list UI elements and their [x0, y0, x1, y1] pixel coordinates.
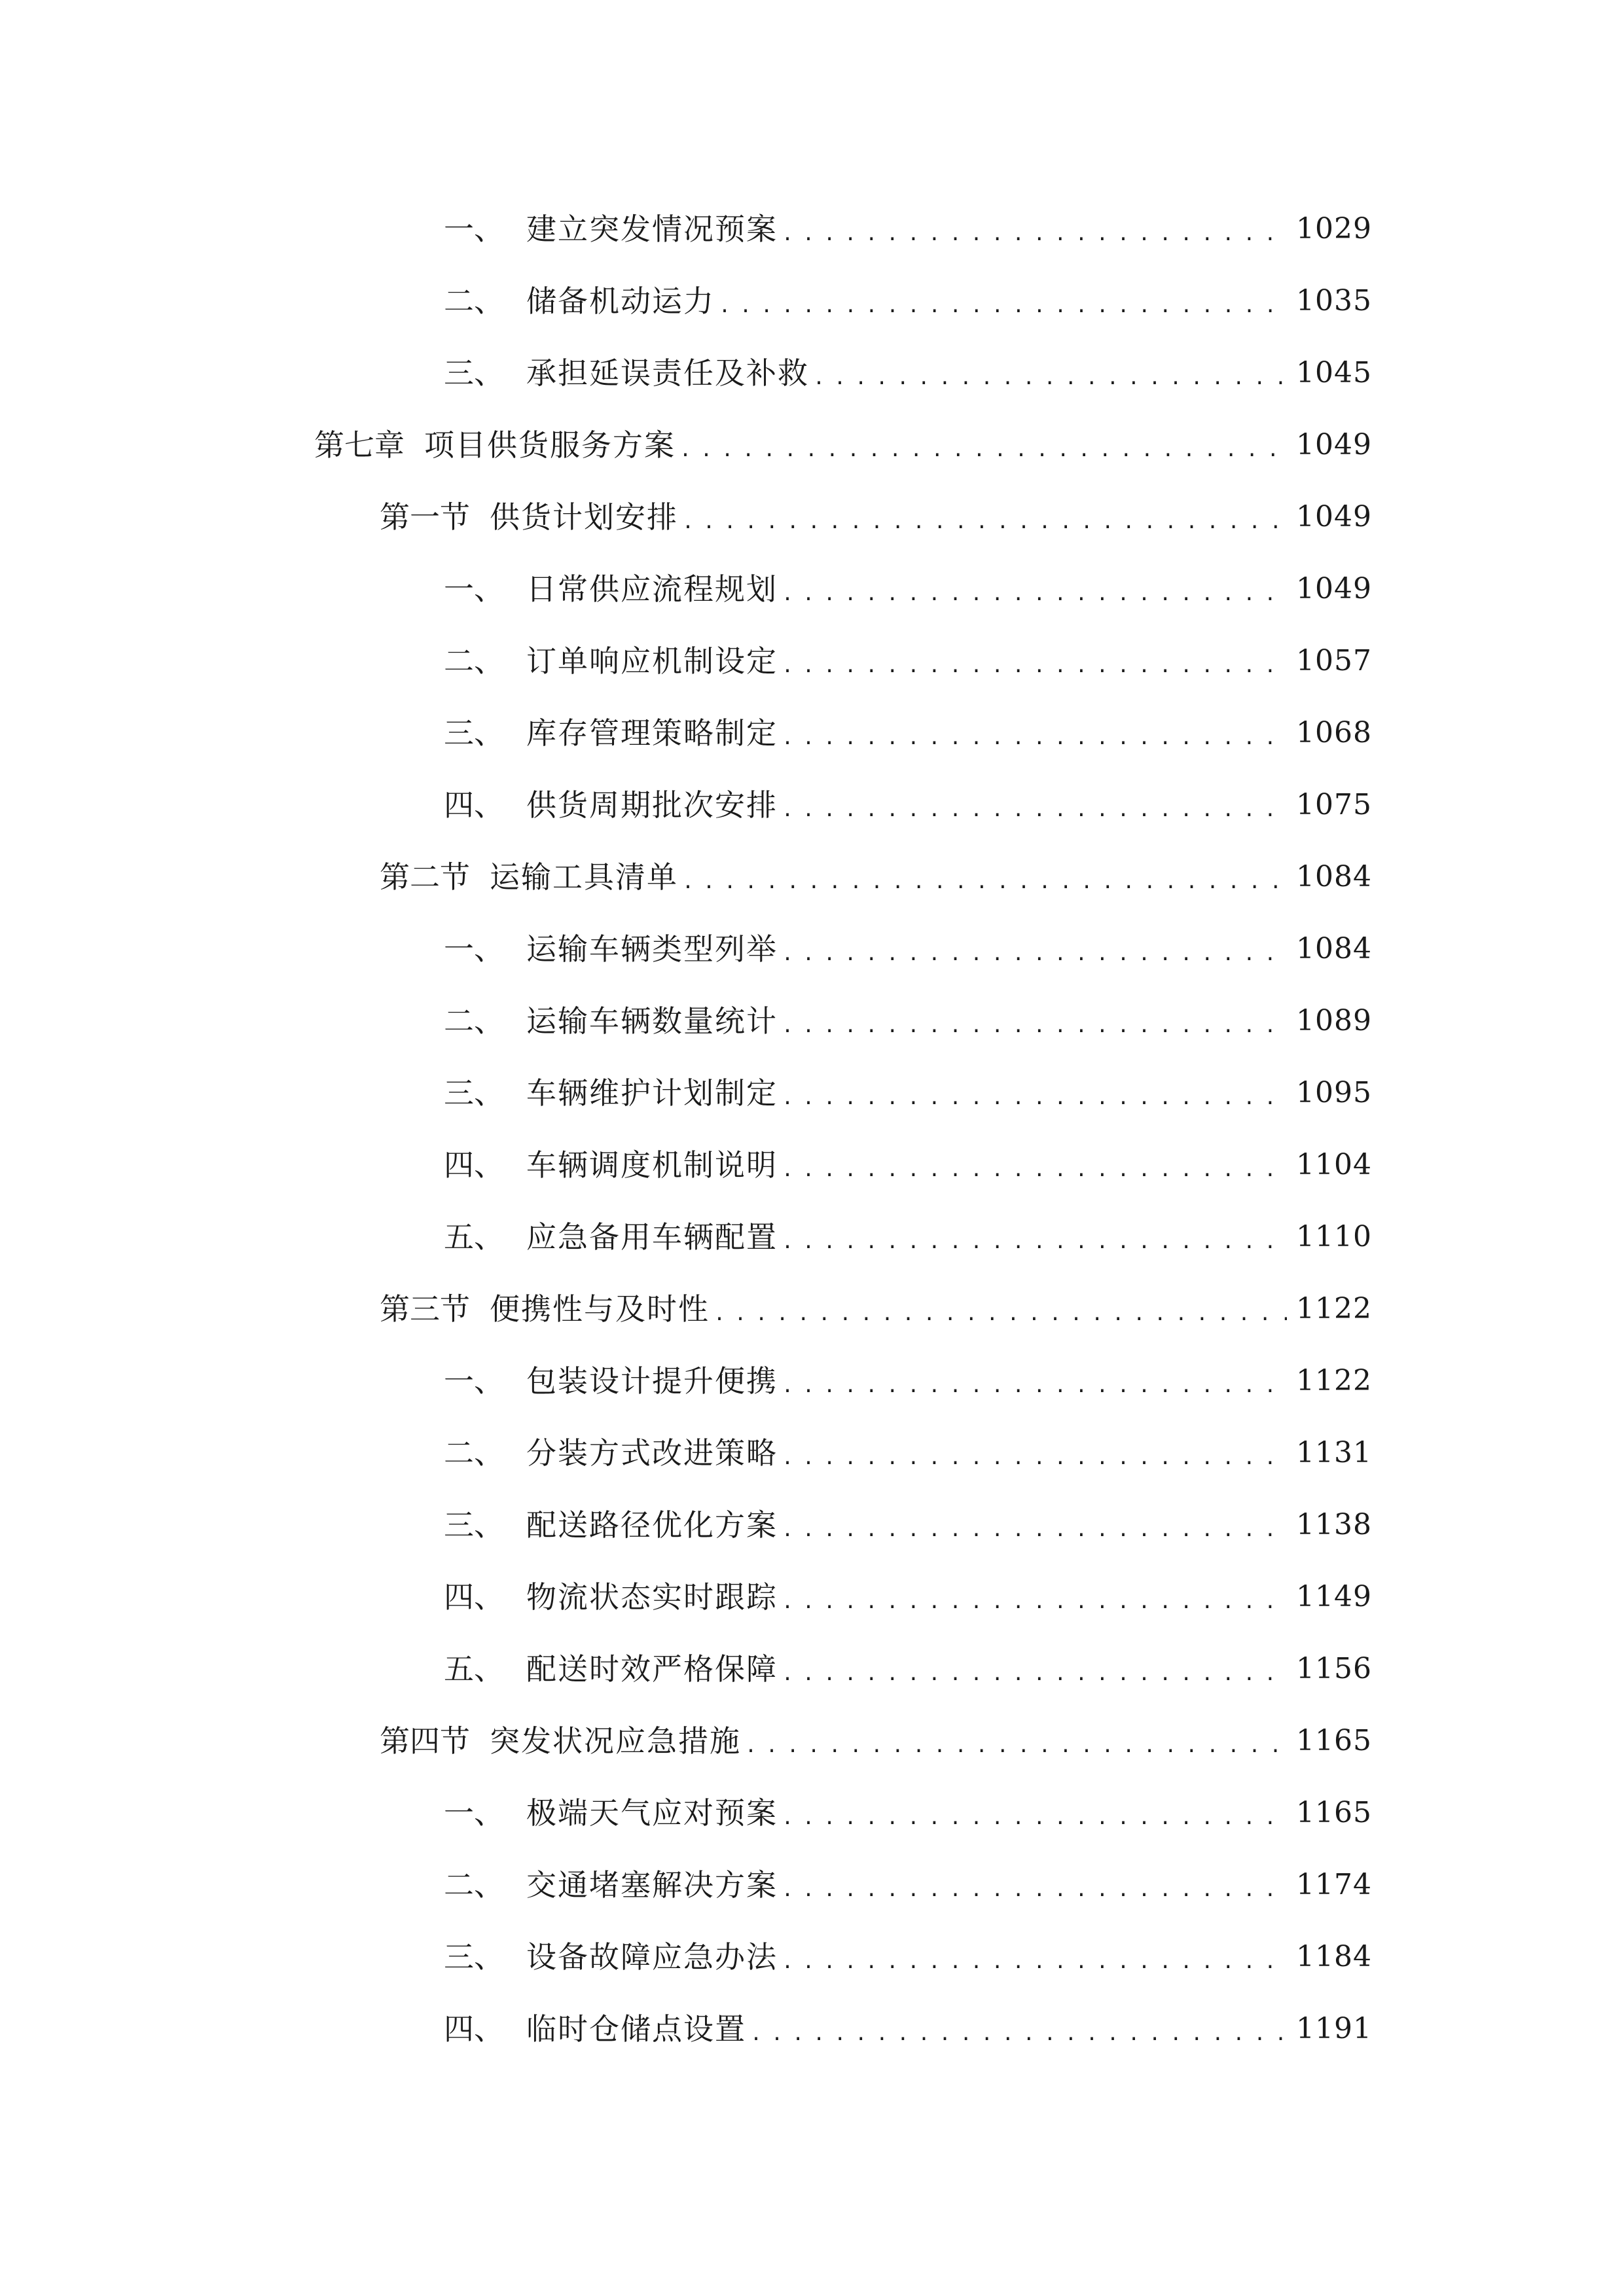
dot-leader	[782, 1664, 1287, 1684]
toc-entry-title: 交通堵塞解决方案	[526, 1867, 778, 1903]
toc-section[interactable]	[380, 1273, 1372, 1345]
toc-entry-number: 二、	[444, 1003, 504, 1039]
toc-entry-title: 库存管理策略制定	[526, 715, 778, 751]
toc-entry-page: 1068	[1296, 716, 1372, 749]
toc-entry-page: 1075	[1296, 788, 1372, 821]
toc-section-number: 第四节	[380, 1723, 470, 1759]
toc-entry[interactable]	[444, 697, 1372, 769]
dot-leader	[782, 1880, 1287, 1900]
dot-leader	[782, 800, 1287, 820]
toc-entry-number: 二、	[444, 283, 504, 319]
toc-entry-number: 三、	[444, 355, 504, 391]
toc-entry[interactable]	[444, 1417, 1372, 1489]
toc-entry-page: 1165	[1296, 1796, 1372, 1829]
toc-entry-title: 分装方式改进策略	[526, 1435, 778, 1471]
toc-entry[interactable]	[444, 193, 1372, 265]
toc-section-page: 1084	[1296, 860, 1372, 893]
dot-leader	[782, 1448, 1287, 1468]
toc-entry[interactable]	[444, 1489, 1372, 1561]
toc-entry-title: 日常供应流程规划	[526, 571, 778, 607]
toc-entry-title: 运输车辆数量统计	[526, 1003, 778, 1039]
dot-leader	[679, 440, 1287, 460]
toc-entry-page: 1174	[1296, 1868, 1372, 1901]
toc-entry-title: 临时仓储点设置	[526, 2011, 746, 2047]
dot-leader	[682, 872, 1287, 892]
dot-leader	[719, 296, 1287, 316]
toc-entry-title: 建立突发情况预案	[526, 211, 778, 247]
dot-leader	[782, 656, 1287, 676]
toc-chapter[interactable]	[314, 409, 1372, 481]
toc-section-title: 运输工具清单	[490, 859, 678, 895]
toc-entry[interactable]	[444, 913, 1372, 985]
toc-entry-title: 订单响应机制设定	[526, 643, 778, 679]
dot-leader	[782, 1016, 1287, 1036]
toc-section-title: 便携性与及时性	[490, 1291, 710, 1327]
toc-entry-number: 二、	[444, 1435, 504, 1471]
dot-leader	[782, 944, 1287, 964]
toc-section-page: 1049	[1296, 500, 1372, 533]
toc-entry-page: 1110	[1296, 1220, 1372, 1253]
toc-entry-title: 承担延误责任及补救	[526, 355, 809, 391]
toc-entry-page: 1149	[1296, 1580, 1372, 1613]
toc-entry[interactable]	[444, 1777, 1372, 1849]
toc-entry[interactable]	[444, 1201, 1372, 1273]
toc-entry-number: 四、	[444, 1579, 504, 1615]
dot-leader	[782, 1088, 1287, 1108]
dot-leader	[813, 368, 1287, 388]
toc-section-title: 供货计划安排	[490, 499, 678, 535]
toc-entry-page: 1084	[1296, 932, 1372, 965]
dot-leader	[682, 512, 1287, 532]
toc-entry-number: 四、	[444, 1147, 504, 1183]
toc-entry-title: 配送路径优化方案	[526, 1507, 778, 1543]
toc-entry-number: 一、	[444, 211, 504, 247]
toc-entry-number: 三、	[444, 715, 504, 751]
dot-leader	[782, 1376, 1287, 1396]
dot-leader	[713, 1304, 1287, 1324]
toc-entry-page: 1131	[1296, 1436, 1372, 1469]
toc-section-page: 1122	[1296, 1292, 1372, 1325]
toc-entry[interactable]	[444, 1921, 1372, 1993]
toc-section[interactable]	[380, 481, 1372, 553]
toc-entry-number: 五、	[444, 1651, 504, 1687]
toc-entry-number: 三、	[444, 1075, 504, 1111]
toc-entry-title: 运输车辆类型列举	[526, 931, 778, 967]
dot-leader	[782, 1952, 1287, 1972]
toc-entry[interactable]	[444, 1633, 1372, 1705]
toc-entry[interactable]	[444, 265, 1372, 337]
toc-entry-number: 四、	[444, 2011, 504, 2047]
toc-entry[interactable]	[444, 985, 1372, 1057]
toc-entry[interactable]	[444, 1561, 1372, 1633]
toc-entry-title: 包装设计提升便携	[526, 1363, 778, 1399]
toc-entry-page: 1049	[1296, 572, 1372, 605]
toc-entry-title: 储备机动运力	[526, 283, 715, 319]
toc-entry-number: 一、	[444, 931, 504, 967]
toc-entry-page: 1122	[1296, 1364, 1372, 1397]
toc-entry-title: 应急备用车辆配置	[526, 1219, 778, 1255]
toc-section-title: 突发状况应急措施	[490, 1723, 741, 1759]
toc-entry-title: 设备故障应急办法	[526, 1939, 778, 1975]
toc-entry-page: 1045	[1296, 356, 1372, 389]
toc-entry-page: 1156	[1296, 1652, 1372, 1685]
toc-chapter-number: 第七章	[314, 427, 405, 463]
toc-entry-title: 车辆维护计划制定	[526, 1075, 778, 1111]
toc-entry-number: 二、	[444, 1867, 504, 1903]
dot-leader	[782, 1808, 1287, 1828]
toc-entry-number: 三、	[444, 1939, 504, 1975]
toc-entry-number: 四、	[444, 787, 504, 823]
toc-entry-page: 1184	[1296, 1940, 1372, 1973]
dot-leader	[745, 1736, 1287, 1756]
toc-entry-title: 极端天气应对预案	[526, 1795, 778, 1831]
toc-entry-page: 1089	[1296, 1004, 1372, 1037]
toc-entry-title: 供货周期批次安排	[526, 787, 778, 823]
dot-leader	[782, 728, 1287, 748]
toc-entry[interactable]	[444, 769, 1372, 841]
toc-section-number: 第二节	[380, 859, 470, 895]
toc-section-page: 1165	[1296, 1724, 1372, 1757]
toc-section[interactable]	[380, 1705, 1372, 1777]
toc-entry-page: 1035	[1296, 284, 1372, 317]
toc-entry[interactable]	[444, 1993, 1372, 2065]
dot-leader	[782, 1160, 1287, 1180]
toc-section[interactable]	[380, 841, 1372, 913]
toc-entry[interactable]	[444, 1345, 1372, 1417]
toc-entry-page: 1138	[1296, 1508, 1372, 1541]
toc-entry-page: 1095	[1296, 1076, 1372, 1109]
dot-leader	[750, 2024, 1287, 2044]
toc-entry-title: 物流状态实时跟踪	[526, 1579, 778, 1615]
toc-entry-page: 1057	[1296, 644, 1372, 677]
dot-leader	[782, 224, 1287, 244]
dot-leader	[782, 1232, 1287, 1252]
toc-entry-number: 二、	[444, 643, 504, 679]
dot-leader	[782, 1592, 1287, 1612]
dot-leader	[782, 1520, 1287, 1540]
toc-entry-number: 一、	[444, 571, 504, 607]
toc-entry-page: 1104	[1296, 1148, 1372, 1181]
toc-entry-title: 配送时效严格保障	[526, 1651, 778, 1687]
toc-entry-number: 三、	[444, 1507, 504, 1543]
toc-section-number: 第一节	[380, 499, 470, 535]
toc-entry[interactable]	[444, 625, 1372, 697]
toc-entry-number: 一、	[444, 1363, 504, 1399]
toc-entry[interactable]	[444, 1129, 1372, 1201]
dot-leader	[782, 584, 1287, 604]
toc-entry-title: 车辆调度机制说明	[526, 1147, 778, 1183]
toc-entry[interactable]	[444, 553, 1372, 625]
toc-chapter-page: 1049	[1296, 428, 1372, 461]
toc-entry-page: 1191	[1296, 2012, 1372, 2045]
toc-entry-number: 五、	[444, 1219, 504, 1255]
toc-entry-page: 1029	[1296, 212, 1372, 245]
toc-entry[interactable]	[444, 337, 1372, 409]
toc-entry[interactable]	[444, 1849, 1372, 1921]
toc-chapter-title: 项目供货服务方案	[424, 427, 676, 463]
toc-entry[interactable]	[444, 1057, 1372, 1129]
toc-entry-number: 一、	[444, 1795, 504, 1831]
toc-section-number: 第三节	[380, 1291, 470, 1327]
